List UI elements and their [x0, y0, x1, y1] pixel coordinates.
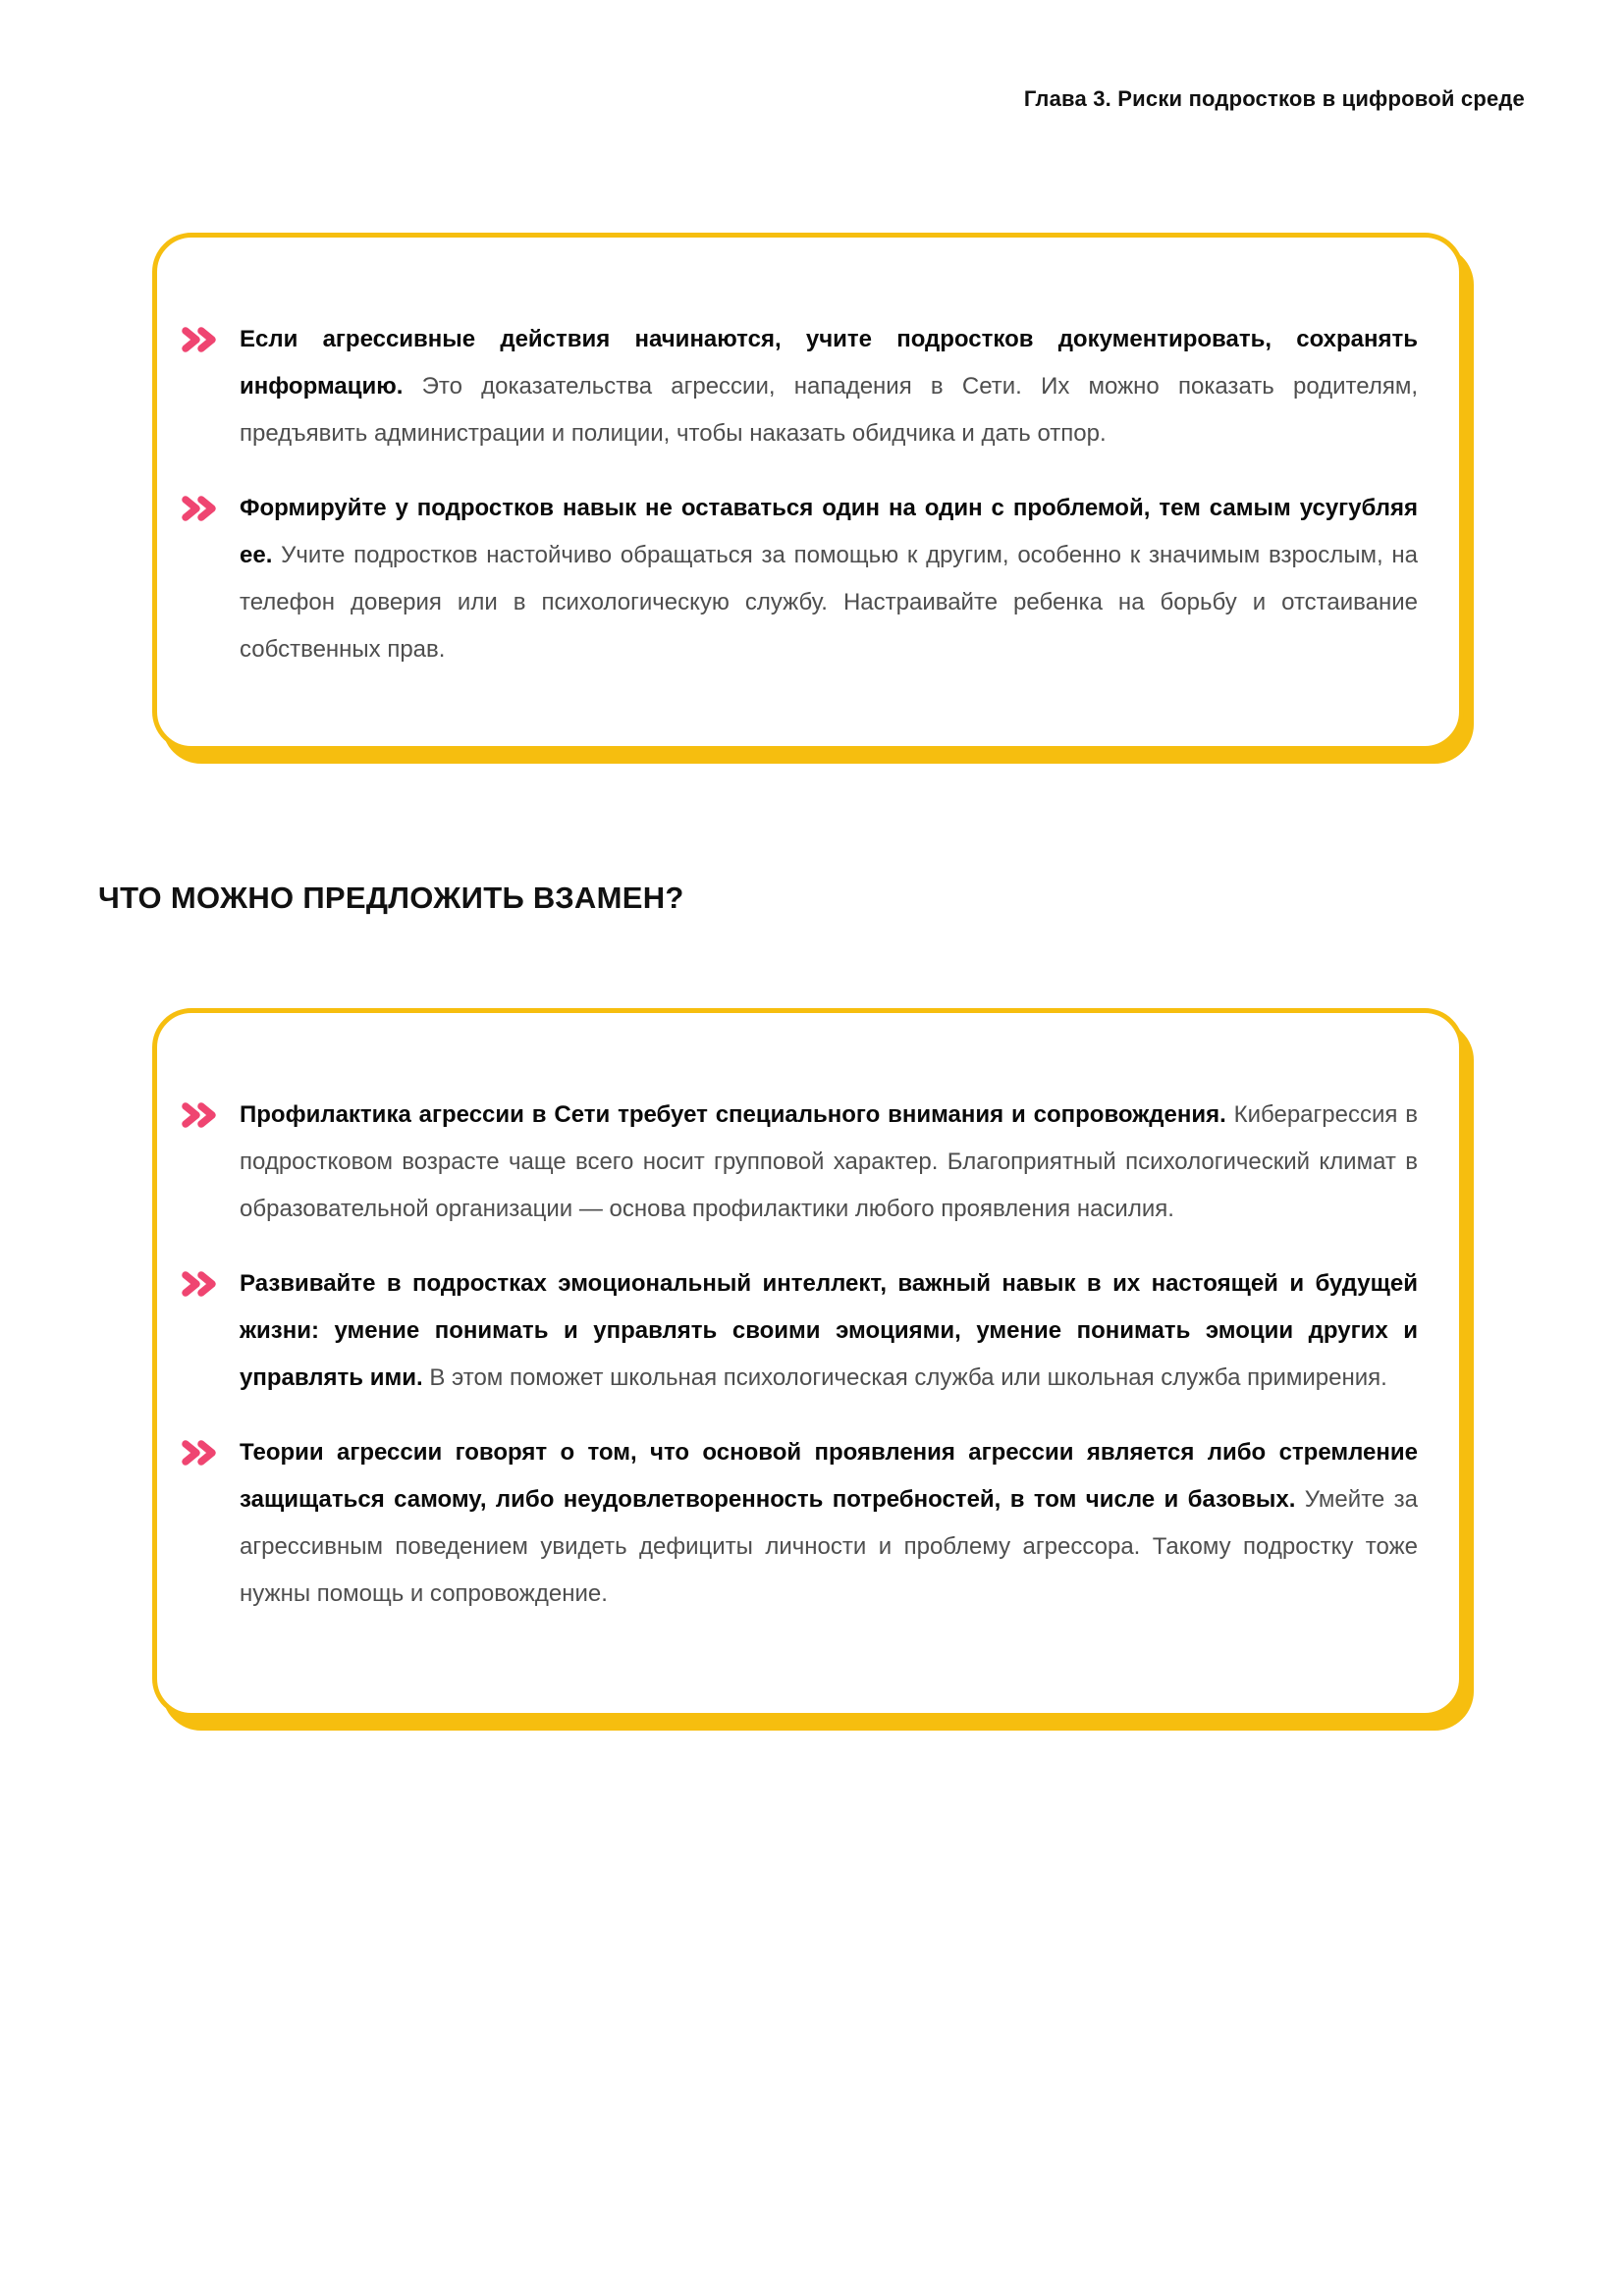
double-chevron-icon: [181, 1260, 240, 1297]
bullet-body-text: Это доказательства агрессии, нападения в Сети. Их можно показать родителям, предъявить администрации и полиции, чтобы наказать обидчика и дать отпор.: [240, 373, 1418, 447]
list-item: [181, 485, 1418, 673]
bullet-lead-bold: Формируйте у подростков навык не оставаться один на один с проблемой, тем самым усугубляя ее.: [240, 495, 1418, 568]
list-item: [181, 1092, 1418, 1233]
bullet-lead-bold: Профилактика агрессии в Сети требует специального внимания и сопровождения.: [240, 1101, 1226, 1128]
double-chevron-icon: [181, 1092, 240, 1128]
bullet-paragraph: [240, 316, 1418, 457]
bullet-paragraph: [240, 1429, 1418, 1618]
bullet-lead-bold: Развивайте в подростках эмоциональный интеллект, важный навык в их настоящей и будущей жизни: умение понимать и управлять своими эмоциями, умение понимать эмоции других и управлять ими.: [240, 1270, 1418, 1391]
bullet-body-text: Учите подростков настойчиво обращаться за помощью к другим, особенно к значимым взрослым, на телефон доверия или в психологическую службу. Настраивайте ребенка на борьбу и отстаивание собственных прав.: [240, 542, 1418, 663]
bullet-body-text: Киберагрессия в подростковом возрасте чаще всего носит групповой характер. Благоприятный психологический климат в образовательной организации — основа профилактики любого проявления насилия.: [240, 1101, 1418, 1222]
tips-card-alternatives: [152, 1008, 1464, 1718]
list-item: [181, 1260, 1418, 1402]
bullet-paragraph: [240, 1092, 1418, 1233]
list-item: [181, 316, 1418, 457]
bullet-lead-bold: Теории агрессии говорят о том, что основой проявления агрессии является либо стремление защищаться самому, либо неудовлетворенность потребностей, в том числе и базовых.: [240, 1439, 1418, 1513]
list-item: [181, 1429, 1418, 1618]
bullet-body-text: Умейте за агрессивным поведением увидеть дефициты личности и проблему агрессора. Такому подростку тоже нужны помощь и сопровождение.: [240, 1486, 1418, 1607]
double-chevron-icon: [181, 1429, 240, 1466]
double-chevron-icon: [181, 316, 240, 352]
bullet-paragraph: [240, 485, 1418, 673]
chapter-header: Глава 3. Риски подростков в цифровой среде: [1023, 86, 1525, 111]
tips-card-aggression-response: [152, 233, 1464, 751]
double-chevron-icon: [181, 485, 240, 521]
bullet-body-text: В этом поможет школьная психологическая служба или школьная служба примирения.: [429, 1364, 1387, 1391]
bullet-paragraph: [240, 1260, 1418, 1402]
section-title: ЧТО МОЖНО ПРЕДЛОЖИТЬ ВЗАМЕН?: [98, 881, 684, 915]
bullet-lead-bold: Если агрессивные действия начинаются, учите подростков документировать, сохранять информацию.: [240, 326, 1418, 400]
